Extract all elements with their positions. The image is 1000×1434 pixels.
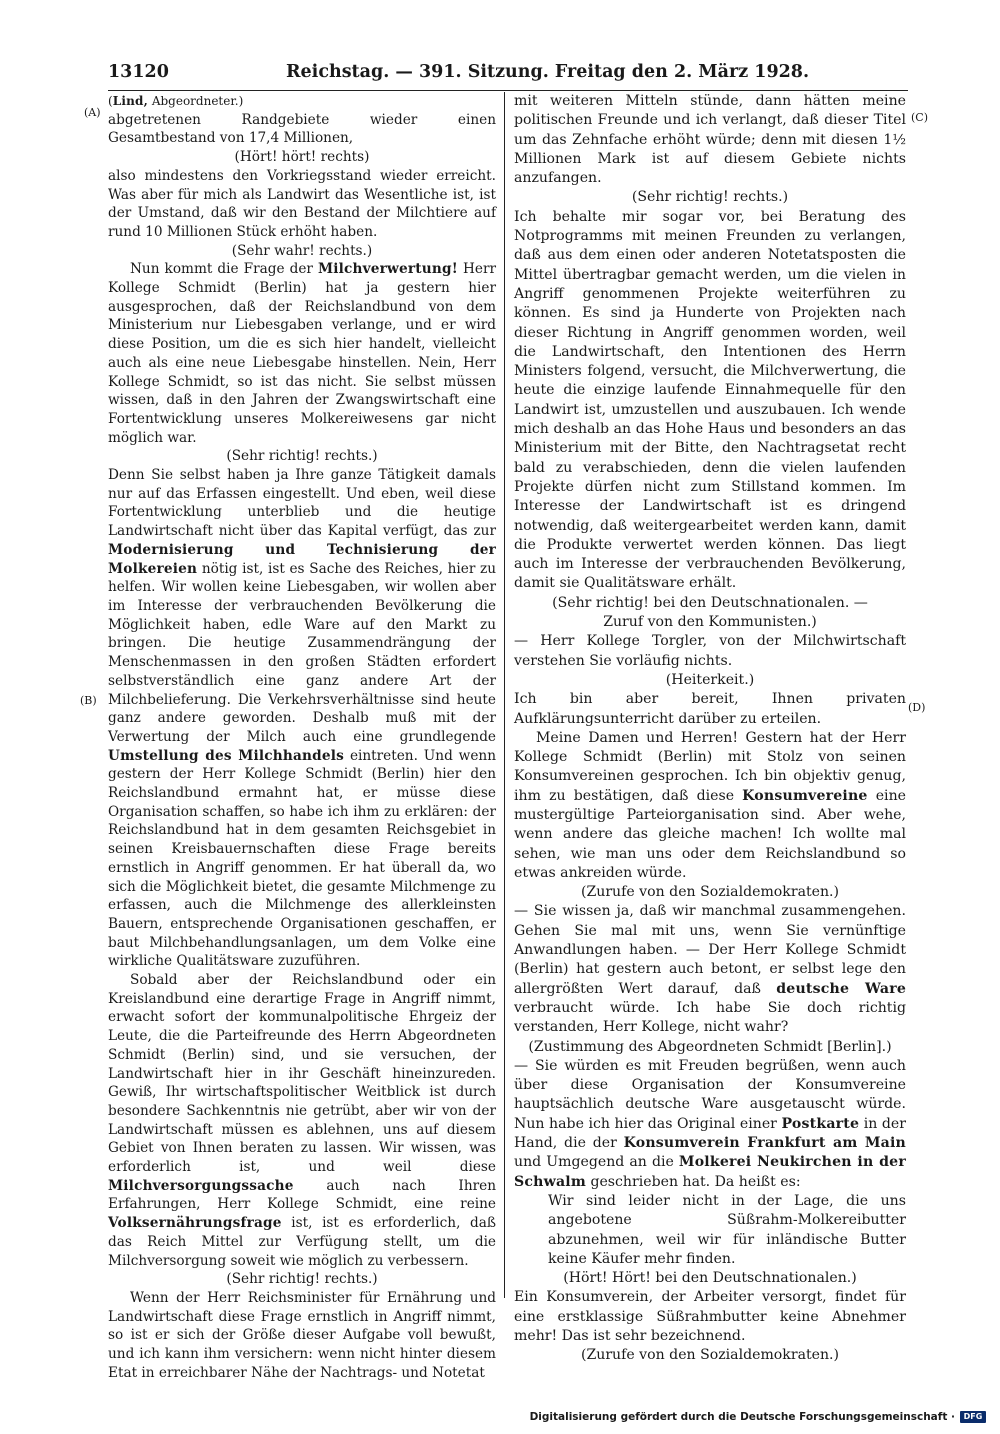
credit-text: Digitalisierung gefördert durch die Deutsche Forschungsgemeinschaft ·: [529, 1411, 955, 1423]
interjection: (Heiterkeit.): [665, 671, 755, 688]
paragraph: also mindestens den Vorkriegsstand wieder erreicht. Was aber für mich als Landwirt das Wesentliche ist, ist der Umstand, daß wir den Bestand der Milchtiere auf rund 10 Millionen Stück erhöht haben.: [108, 167, 496, 240]
margin-mark-d: (D): [908, 701, 926, 714]
emphasis: Modernisierung und Technisierung der Molkereien: [108, 541, 496, 577]
digitization-credit: [530, 1411, 986, 1423]
paragraph: Ein Konsumverein, der Arbeiter versorgt, findet für eine erstklassige Süßrahmbutter keine Abnehmer mehr! Das ist sehr bezeichnend.: [514, 1289, 906, 1344]
emphasis: Milchversorgungssache: [108, 1177, 294, 1194]
interjection: (Hört! hört! rechts): [234, 149, 370, 166]
dfg-logo-icon: DFG: [960, 1411, 986, 1423]
paragraph: abgetretenen Randgebiete wieder einen Gesamtbestand von 17,4 Millionen,: [108, 111, 496, 147]
paragraph: Nun kommt die Frage der Milchverwertung! Herr Kollege Schmidt (Berlin) hat ja gestern hier ausgesprochen, daß der Reichslandbund von dem Ministerium nur Liebesgaben verlange, und er wird diese Position, um die es sich hier handelt, vielleicht auch als eine neue Liebesgabe hinstellen. Nein, Herr Kollege Schmidt, so ist das nicht. Sie selbst müssen wissen, daß in den Jahren der Zwangswirtschaft eine Fortentwicklung unseres Molkereiwesens gar nicht möglich war.: [108, 261, 496, 446]
interjection: (Zurufe von den Sozialdemokraten.): [580, 884, 840, 901]
paragraph: Meine Damen und Herren! Gestern hat der Herr Kollege Schmidt (Berlin) mit Stolz von seinen Konsumvereinen gesprochen. Ich bin objektiv genug, ihm zu bestätigen, daß diese Konsumvereine eine mustergültige Parteiorganisation sind. Aber wehe, wenn andere das gleiche machen! Ich wollte mal sehen, wie man uns oder dem Reichslandbund so etwas ankreiden würde.: [514, 729, 906, 881]
margin-mark-b: (B): [80, 694, 97, 707]
interjection: (Sehr richtig! rechts.): [226, 448, 378, 465]
page-number: 13120: [108, 62, 169, 82]
paragraph: Sobald aber der Reichslandbund oder ein Kreislandbund eine derartige Frage in Angriff nimmt, erwacht sofort der kommunalpolitische Ehrgeiz der Leute, die die Parteifreunde des Herrn Abgeordneten Schmidt (Berlin) sind, und sie versuchen, der Landwirtschaft hier in ihr Geschäft hineinzureden. Gewiß, Ihr wirtschaftspolitischer Weitblick ist durch besondere Sachkenntnis nie getrübt, aber wir von der Landwirtschaft müssen es ablehnen, uns auf diesem Gebiet von Ihnen beraten zu lassen. Wir wissen, was erforderlich ist, und weil diese Milchversorgungssache auch nach Ihren Erfahrungen, Herr Kollege Schmidt, eine reine Volksernährungsfrage ist, ist es erforderlich, daß das Reich Mittel zur Verfügung stellt, um die Milchversorgung soweit wie möglich zu verbessern.: [108, 972, 496, 1269]
emphasis: deutsche Ware: [776, 980, 906, 997]
emphasis: Konsumvereine: [742, 787, 868, 804]
interjection: (Sehr wahr! rechts.): [231, 242, 373, 259]
interjection: (Zurufe von den Sozialdemokraten.): [580, 1347, 840, 1364]
emphasis: Postkarte: [781, 1115, 860, 1132]
speaker-role: Abgeordneter.: [151, 94, 239, 108]
paragraph: Denn Sie selbst haben ja Ihre ganze Tätigkeit damals nur auf das Erfassen eingestellt. Und eben, weil diese Fortentwicklung unterblieb und die heutige Landwirtschaft nicht über das Kapital verfügt, das zur Modernisierung und Technisierung der Molkereien nötig ist, ist es Sache des Reiches, hier zu helfen. Wir wollen keine Liebesgaben, wir wollen aber im Interesse der verbrauchenden Bevölkerung die Möglichkeit haben, edle Ware auf den Markt zu bringen. Die heutige Zusammendrängung der Menschenmassen in den großen Städten erfordert selbstverständlich eine ganz andere Art der Milchbelieferung. Die Verkehrsverhältnisse sind heute ganz andere geworden. Deshalb muß mit der Verwertung der Milch auch eine grundlegende Umstellung des Milchhandels eintreten. Und wenn gestern der Herr Kollege Schmidt (Berlin) hier den Reichslandbund ermahnt hat, er müsse diese Organisation schaffen, so habe ich ihm zu erklären: der Reichslandbund hat in dem gesamten Reichsgebiet in seinen Kreisbauernschaften diese Frage bereits ernstlich in Angriff genommen. Er hat überall da, wo sich die Möglichkeit bietet, die gesamte Milchmenge zu erfassen, auch die Milchmenge des allerkleinsten Bauern, entsprechende Organisationen geschaffen, er baut Milchbehandlungsanlagen, um dem Volke eine wirkliche Qualitätsware zuzuführen.: [108, 467, 496, 970]
block-quote: Wir sind leider nicht in der Lage, die uns angebotene Süßrahm-Molkereibutter abzunehmen, weil wir für inländische Butter keine Käufer mehr finden.: [548, 1192, 906, 1267]
emphasis: Umstellung des Milchhandels: [108, 747, 345, 764]
right-column: [514, 92, 906, 1366]
paragraph: mit weiteren Mitteln stünde, dann hätten meine politischen Freunde und ich verlangt, daß dieser Titel um das Zehnfache erhöht würde; denn mit diesen 1½ Millionen Mark ist auf diesem Gebiete nichts anzufangen.: [514, 93, 906, 187]
paragraph: Wenn der Herr Reichsminister für Ernährung und Landwirtschaft diese Frage ernstlich in Angriff nimmt, so ist er sich der Größe dieser Aufgabe voll bewußt, und ich kann ihm versichern: wenn nicht hinter diesem Etat in erreichbarer Nähe der Nachtrags- und Notetat: [108, 1290, 496, 1381]
interjection: Zuruf von den Kommunisten.): [603, 614, 817, 631]
emphasis: Molkerei Neukirchen in der Schwalm: [514, 1154, 906, 1190]
header-rule: [108, 90, 908, 91]
interjection: (Sehr richtig! rechts.): [226, 1271, 378, 1288]
paragraph: Ich bin aber bereit, Ihnen privaten Aufklärungsunterricht darüber zu erteilen.: [514, 691, 906, 727]
paragraph: Ich behalte mir sogar vor, bei Beratung des Notprogramms mit meinen Freunden zu verlangen, daß aus dem einen oder anderen Notetatsposten die Mittel übertragbar gemacht werden, um die vielen in Angriff genommenen Projekte weiterführen zu können. Es sind ja Hunderte von Projekten nach dieser Richtung in Angriff genommen worden, weil die Landwirtschaft, den Intentionen des Herrn Ministers folgend, versucht, die Milchverwertung, die heute die einzige laufende Einnahmequelle für den Landwirt ist, umzustellen und auszubauen. Ich wende mich deshalb an das Hohe Haus und besonders an das Ministerium mit der Bitte, den Nachtragsetat recht bald zu verabschieden, denn die vielen laufenden Projekte dürfen nicht zum Stillstand kommen. Im Interesse der Landwirtschaft ist es dringend notwendig, daß weitergearbeitet werden kann, damit die Produkte verwertet werden können. Das liegt auch im Interesse der verbrauchenden Bevölkerung, damit sie Qualitätsware erhält.: [514, 208, 906, 592]
margin-mark-c: (C): [911, 111, 928, 124]
emphasis: Milchverwertung!: [317, 261, 458, 278]
interjection: (Hört! Hört! bei den Deutschnationalen.): [563, 1270, 857, 1287]
running-title: Reichstag. — 391. Sitzung. Freitag den 2. März 1928.: [286, 62, 810, 82]
paragraph: — Herr Kollege Torgler, von der Milchwirtschaft verstehen Sie vorläufig nichts.: [514, 633, 906, 669]
emphasis: Konsumverein Frankfurt am Main: [623, 1135, 906, 1152]
page-header: [108, 62, 908, 88]
speaker-name: Lind,: [112, 94, 148, 108]
paragraph: — Sie würden es mit Freuden begrüßen, wenn auch über diese Organisation der Konsumvereine hauptsächlich deutsche Ware ausgetauscht würde. Nun habe ich hier das Original einer Postkarte in der Hand, die der Konsumverein Frankfurt am Main und Umgegend an die Molkerei Neukirchen in der Schwalm geschrieben hat. Da heißt es:: [514, 1057, 906, 1190]
emphasis: Volksernährungsfrage: [108, 1215, 282, 1232]
margin-mark-a: (A): [84, 106, 101, 119]
column-divider: [504, 92, 505, 1298]
interjection: (Zustimmung des Abgeordneten Schmidt [Berlin].): [528, 1038, 892, 1055]
interjection: (Sehr richtig! rechts.): [631, 189, 789, 206]
speaker-line: (Lind, Abgeordneter.): [108, 94, 244, 108]
interjection: (Sehr richtig! bei den Deutschnationalen. —: [552, 594, 868, 611]
left-column: [108, 92, 496, 1383]
paragraph: — Sie wissen ja, daß wir manchmal zusammengehen. Gehen Sie mal mit uns, wenn Sie vernünftige Anwandlungen haben. — Der Herr Kollege Schmidt (Berlin) hat gestern auch betont, er selbst lege den allergrößten Wert darauf, daß deutsche Ware verbraucht würde. Ich habe Sie doch richtig verstanden, Herr Kollege, nicht wahr?: [514, 903, 906, 1036]
